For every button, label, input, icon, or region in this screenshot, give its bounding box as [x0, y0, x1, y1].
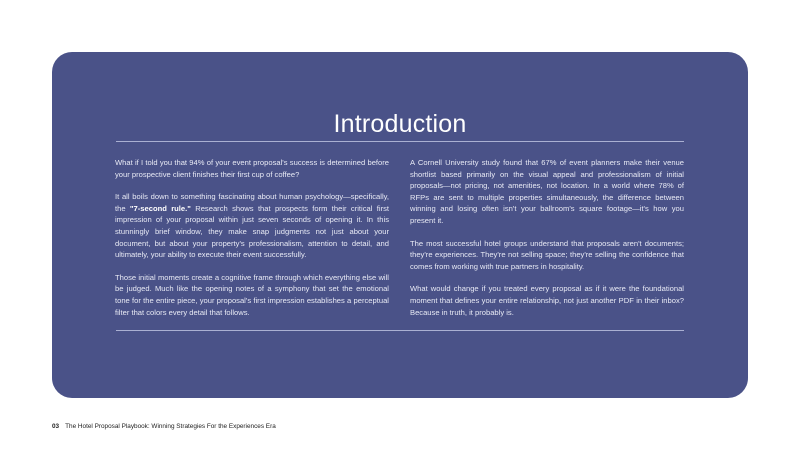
page-number: 03 — [52, 423, 60, 430]
right-paragraph-3: What would change if you treated every proposal as if it were the foundational moment that defines your entire relationship, not just another PDF in their inbox? Because in truth, it probably is. — [410, 284, 684, 317]
left-paragraph-1: What if I told you that 94% of your event proposal's success is determined before your prospective client finishes their first cup of coffee? — [115, 158, 389, 179]
content-card — [52, 52, 748, 398]
document-title: The Hotel Proposal Playbook: Winning Strategies For the Experiences Era — [65, 423, 276, 430]
left-paragraph-2 — [115, 191, 389, 261]
left-paragraph-2-start: It all boils down to something fascinating about human psychology—specifically, the — [115, 192, 389, 213]
left-paragraph-2-end: Research shows that prospects form their critical first impression of your proposal within just seven seconds of opening it. In this stunningly brief window, they make snap judgments not just about your document, but about your property's professionalism, attention to detail, and ultimately, your ability to execute their event successfully. — [115, 203, 390, 260]
page-footer — [52, 423, 276, 430]
left-paragraph-3: Those initial moments create a cognitive frame through which everything else will be judged. Much like the opening notes of a symphony that set the emotional tone for the entire piece, your proposal's first impression establishes a perceptual filter that colors every detail that follows. — [115, 272, 389, 317]
right-paragraph-2: The most successful hotel groups understand that proposals aren't documents; they're experiences. They're not selling space; they're selling the confidence that comes from working with true partners in hospitality. — [410, 238, 684, 271]
page-title: Introduction — [333, 110, 467, 138]
seven-second-rule-emphasis: "7-second rule." — [129, 203, 191, 213]
right-paragraph-1: A Cornell University study found that 67% of event planners make their venue shortlist based primarily on the visual appeal and professionalism of initial proposals—not pricing, not amenities, not location. In a world where 78% of RFPs are sent to multiple properties simultaneously, the difference between winning and losing often isn't your ballroom's square footage—it's how you present it. — [410, 158, 684, 225]
left-column — [115, 157, 389, 329]
title-divider — [116, 141, 684, 142]
bottom-divider — [116, 330, 684, 331]
right-column — [410, 157, 684, 329]
